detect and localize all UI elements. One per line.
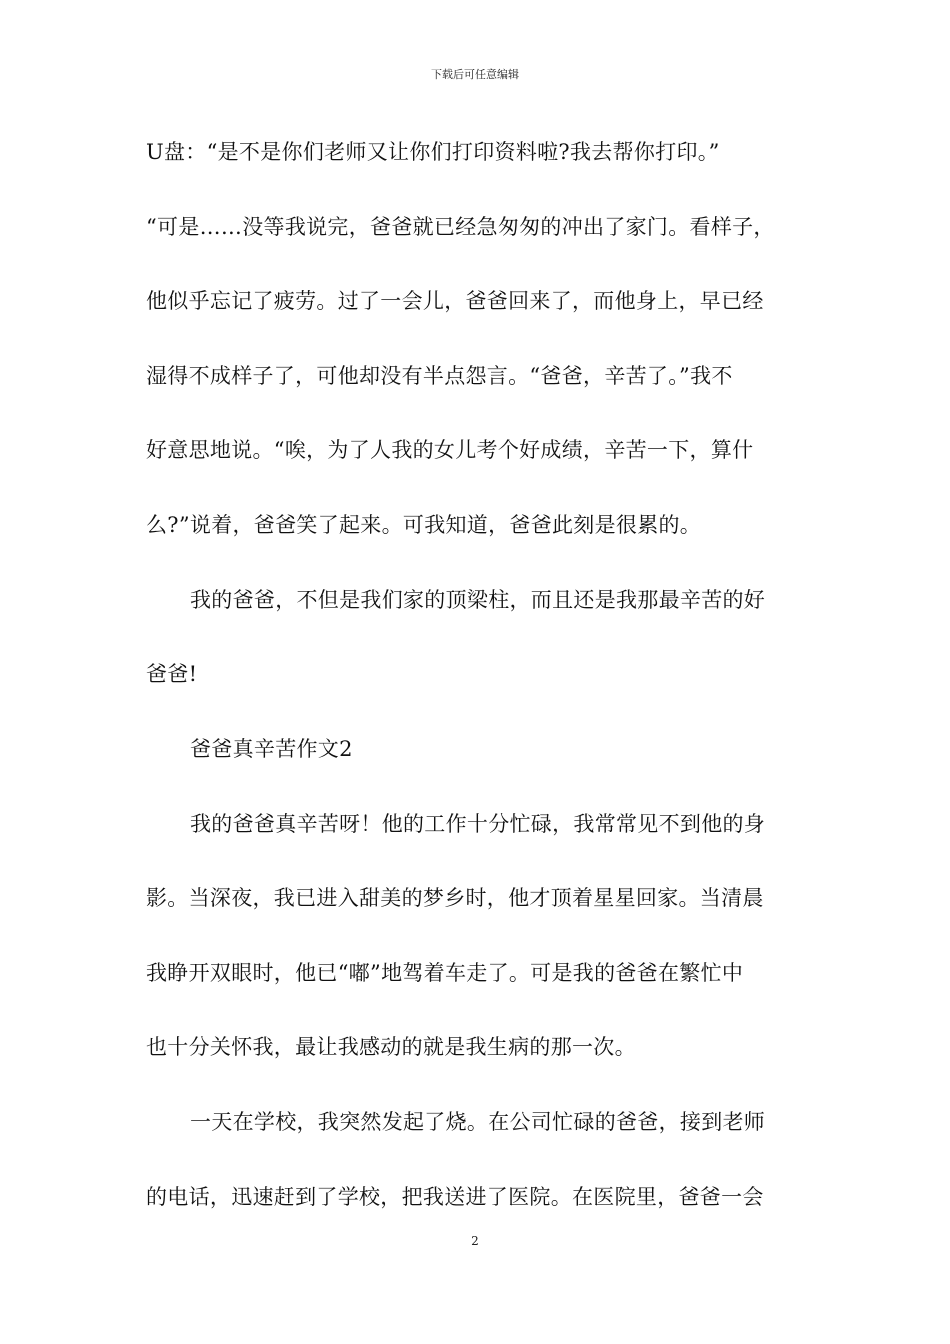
text-line: 好意思地说。“唉，为了人我的女儿考个好成绩，辛苦一下，算什 bbox=[146, 438, 754, 462]
text-line: 我睁开双眼时，他已“嘟”地驾着车走了。可是我的爸爸在繁忙中 bbox=[146, 961, 744, 985]
text-line: 影。当深夜，我已进入甜美的梦乡时，他才顶着星星回家。当清晨 bbox=[146, 886, 764, 910]
text-line: 也十分关怀我，最让我感动的就是我生病的那一次。 bbox=[146, 1035, 636, 1059]
text-line: U盘：“是不是你们老师又让你们打印资料啦?我去帮你打印。” bbox=[146, 140, 720, 164]
page-header: 下载后可任意编辑 bbox=[431, 68, 519, 81]
text-line: 爸爸! bbox=[146, 662, 198, 686]
paragraph-first-line: 我的爸爸真辛苦呀！他的工作十分忙碌，我常常见不到他的身 bbox=[190, 812, 766, 836]
text-line: 湿得不成样子了，可他却没有半点怨言。“爸爸，辛苦了。”我不 bbox=[146, 364, 733, 388]
text-line: 么?”说着，爸爸笑了起来。可我知道，爸爸此刻是很累的。 bbox=[146, 513, 702, 537]
text-line: 他似乎忘记了疲劳。过了一会儿，爸爸回来了，而他身上，早已经 bbox=[146, 289, 764, 313]
text-line: 的电话，迅速赶到了学校，把我送进了医院。在医院里，爸爸一会 bbox=[146, 1185, 764, 1209]
section-title: 爸爸真辛苦作文2 bbox=[190, 737, 353, 761]
text-line: “可是……没等我说完，爸爸就已经急匆匆的冲出了家门。看样子， bbox=[146, 215, 775, 239]
paragraph-first-line: 我的爸爸，不但是我们家的顶梁柱，而且还是我那最辛苦的好 bbox=[190, 588, 766, 612]
page-number: 2 bbox=[471, 1234, 479, 1248]
paragraph-first-line: 一天在学校，我突然发起了烧。在公司忙碌的爸爸，接到老师 bbox=[190, 1110, 766, 1134]
